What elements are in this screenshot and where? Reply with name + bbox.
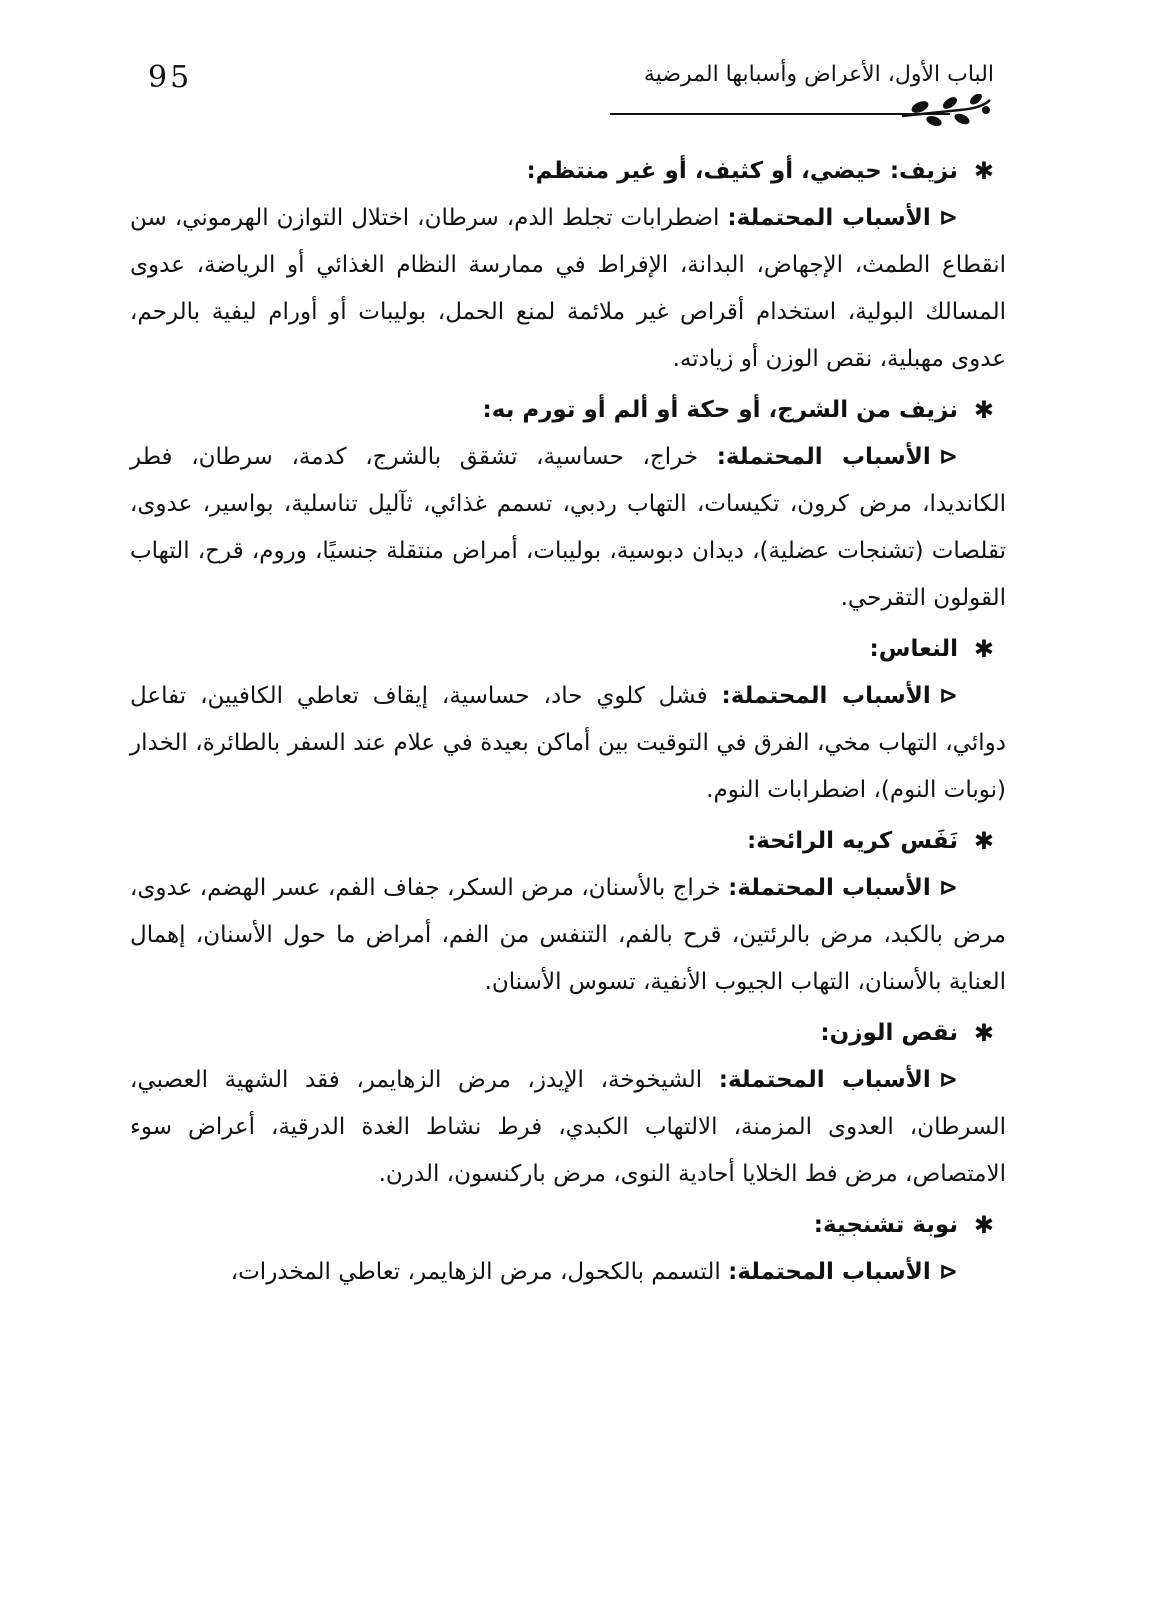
heading-text: نَفَس كريه الرائحة:: [746, 828, 958, 854]
section-heading: [130, 148, 1006, 195]
running-header: الباب الأول، الأعراض وأسبابها المرضية: [643, 62, 994, 87]
causes-label: الأسباب المحتملة:: [727, 205, 931, 231]
section-heading: [130, 626, 1006, 673]
causes-paragraph: [130, 434, 1006, 622]
heading-text: نزيف: حيضي، أو كثيف، أو غير منتظم:: [526, 158, 958, 184]
heading-text: نقص الوزن:: [820, 1020, 958, 1046]
section-heading: [130, 818, 1006, 865]
arrow-marker-icon: ⊲: [938, 444, 958, 470]
asterisk-bullet-icon: ✱: [973, 827, 994, 855]
arrow-marker-icon: ⊲: [938, 1067, 958, 1093]
leaf-vine-ornament-icon: [900, 94, 992, 128]
causes-paragraph: [130, 195, 1006, 383]
section-bad-breath: [130, 818, 1006, 1006]
heading-text: نزيف من الشرج، أو حكة أو ألم أو تورم به:: [482, 397, 958, 423]
asterisk-bullet-icon: ✱: [973, 157, 994, 185]
causes-paragraph: [130, 1057, 1006, 1198]
header-rule: [610, 113, 950, 115]
causes-paragraph: [130, 673, 1006, 814]
heading-text: نوبة تشنجية:: [813, 1212, 958, 1238]
asterisk-bullet-icon: ✱: [973, 1211, 994, 1239]
causes-text: خراج بالأسنان، مرض السكر، جفاف الفم، عسر الهضم، عدوى، مرض بالكبد، مرض بالرئتين، قرح بالفم، التنفس من الفم، أمراض ما حول الأسنان، إهمال العناية بالأسنان، التهاب الجيوب الأنفية، تسوس الأسنان.: [130, 875, 1006, 995]
heading-text: النعاس:: [869, 636, 958, 662]
section-heading: [130, 1010, 1006, 1057]
causes-text: فشل كلوي حاد، حساسية، إيقاف تعاطي الكافيين، تفاعل دوائي، التهاب مخي، الفرق في التوقيت بين أماكن بعيدة في علام عند السفر بالطائرة، الخدار (نوبات النوم)، اضطرابات النوم.: [130, 683, 1006, 803]
section-bleeding: [130, 148, 1006, 383]
arrow-marker-icon: ⊲: [938, 205, 958, 231]
section-seizure: [130, 1202, 1006, 1296]
section-heading: [130, 387, 1006, 434]
causes-paragraph: [130, 865, 1006, 1006]
causes-label: الأسباب المحتملة:: [718, 1067, 931, 1093]
page-number: 95: [148, 60, 193, 95]
arrow-marker-icon: ⊲: [938, 1259, 958, 1285]
section-anal-bleeding: [130, 387, 1006, 622]
causes-paragraph: [130, 1249, 1006, 1296]
causes-text: الشيخوخة، الإيدز، مرض الزهايمر، فقد الشهية العصبي، السرطان، العدوى المزمنة، الالتهاب الكبدي، فرط نشاط الغدة الدرقية، أعراض سوء الامتصاص، مرض فط الخلايا أحادية النوى، مرض باركنسون، الدرن.: [130, 1067, 1006, 1187]
causes-label: الأسباب المحتملة:: [721, 683, 931, 709]
causes-label: الأسباب المحتملة:: [728, 875, 931, 901]
asterisk-bullet-icon: ✱: [973, 396, 994, 424]
arrow-marker-icon: ⊲: [938, 875, 958, 901]
causes-text: خراج، حساسية، تشقق بالشرج، كدمة، سرطان، فطر الكانديدا، مرض كرون، تكيسات، التهاب ردبي، تسمم غذائي، ثآليل تناسلية، بواسير، عدوى، تقلصات (تشنجات عضلية)، ديدان دبوسية، بوليبات، أمراض منتقلة جنسيًا، وروم، قرح، التهاب القولون التقرحي.: [130, 444, 1006, 611]
section-weight-loss: [130, 1010, 1006, 1198]
causes-text: التسمم بالكحول، مرض الزهايمر، تعاطي المخدرات،: [230, 1259, 721, 1285]
asterisk-bullet-icon: ✱: [973, 635, 994, 663]
page-body: [130, 148, 1006, 1300]
causes-text: اضطرابات تجلط الدم، سرطان، اختلال التوازن الهرموني، سن انقطاع الطمث، الإجهاض، البدانة، الإفراط في ممارسة النظام الغذائي أو الرياضة، عدوى المسالك البولية، استخدام أقراص غير ملائمة لمنع الحمل، بوليبات أو أورام ليفية بالرحم، عدوى مهبلية، نقص الوزن أو زيادته.: [130, 205, 1006, 372]
section-heading: [130, 1202, 1006, 1249]
section-drowsiness: [130, 626, 1006, 814]
arrow-marker-icon: ⊲: [938, 683, 959, 709]
causes-label: الأسباب المحتملة:: [716, 444, 931, 470]
causes-label: الأسباب المحتملة:: [728, 1259, 931, 1285]
asterisk-bullet-icon: ✱: [973, 1019, 994, 1047]
